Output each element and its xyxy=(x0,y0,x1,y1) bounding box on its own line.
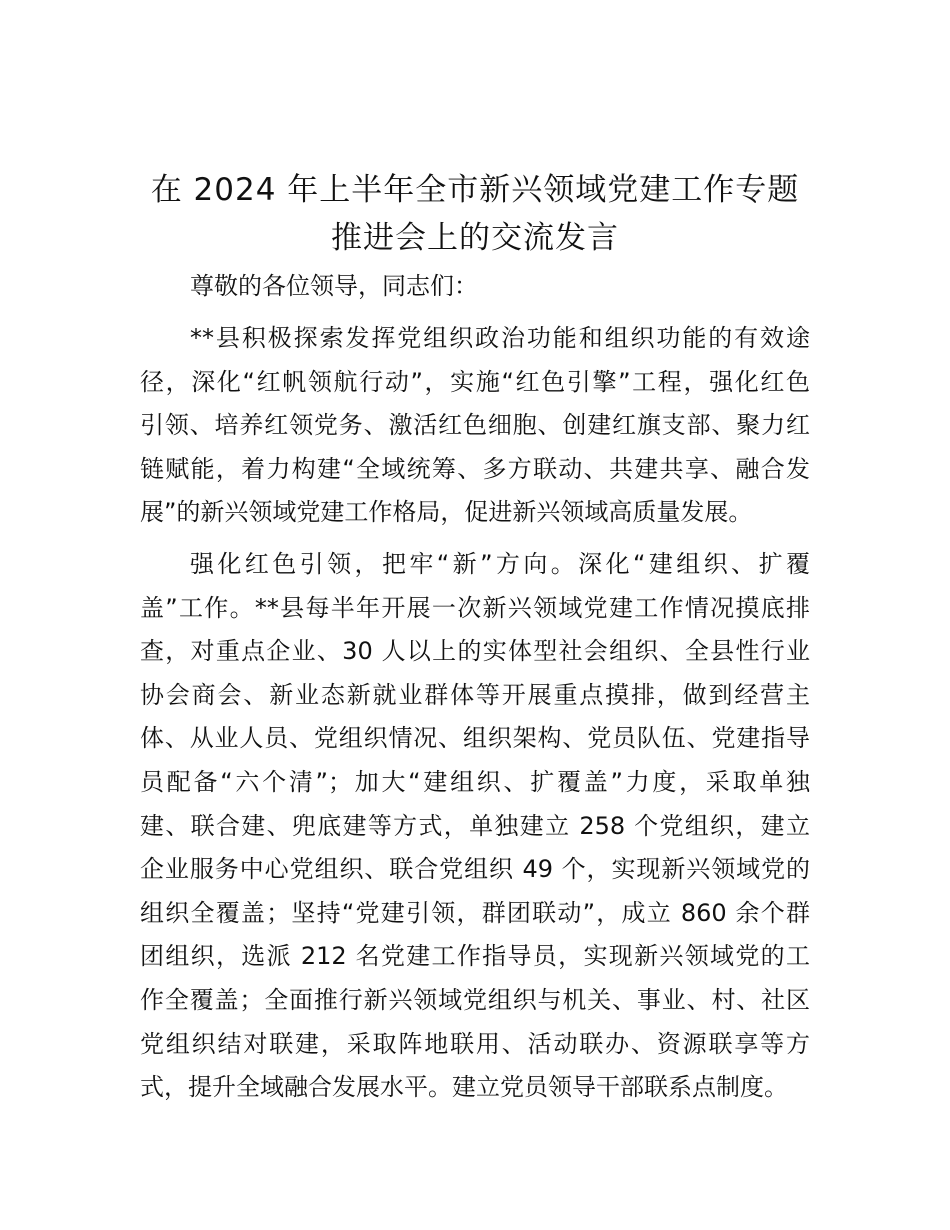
paragraph-2-line: 协会商会、新业态新就业群体等开展重点摸排，做到经营主 xyxy=(140,680,810,709)
paragraph-2-line: 式，提升全域融合发展水平。建立党员领导干部联系点制度。 xyxy=(140,1073,788,1102)
paragraph-2-line: 建、联合建、兜底建等方式，单独建立 258 个党组织，建立 xyxy=(140,811,810,840)
paragraph-1-line: 径，深化“红帆领航行动”，实施“红色引擎”工程，强化红色 xyxy=(140,367,810,396)
title-line-2: 推进会上的交流发言 xyxy=(331,220,619,256)
paragraph-2-line: 团组织，选派 212 名党建工作指导员，实现新兴领域党的工 xyxy=(140,942,810,971)
paragraph-1 xyxy=(140,317,810,535)
paragraph-2-line: 作全覆盖；全面推行新兴领域党组织与机关、事业、村、社区 xyxy=(140,985,810,1014)
salutation: 尊敬的各位领导，同志们： xyxy=(190,272,478,300)
paragraph-1-line: 引领、培养红领党务、激活红色细胞、创建红旗支部、聚力红 xyxy=(140,411,810,440)
paragraph-2-line: 强化红色引领，把牢“新”方向。深化“建组织、扩覆 xyxy=(190,550,810,578)
paragraph-2 xyxy=(140,543,810,1110)
paragraph-1-line: 链赋能，着力构建“全域统筹、多方联动、共建共享、融合发 xyxy=(140,454,810,483)
paragraph-1-line: **县积极探索发挥党组织政治功能和组织功能的有效途 xyxy=(190,324,810,352)
document-title xyxy=(100,166,850,262)
paragraph-2-line: 体、从业人员、党组织情况、组织架构、党员队伍、党建指导 xyxy=(140,724,810,753)
paragraph-2-line: 盖”工作。**县每半年开展一次新兴领域党建工作情况摸底排 xyxy=(140,593,810,622)
title-line-1: 在 2024 年上半年全市新兴领域党建工作专题 xyxy=(150,172,800,208)
paragraph-2-line: 员配备“六个清”；加大“建组织、扩覆盖”力度，采取单独 xyxy=(140,767,810,796)
paragraph-2-line: 查，对重点企业、30 人以上的实体型社会组织、全县性行业 xyxy=(140,637,810,666)
paragraph-2-line: 党组织结对联建，采取阵地联用、活动联办、资源联享等方 xyxy=(140,1029,810,1058)
paragraph-2-line: 组织全覆盖；坚持“党建引领，群团联动”，成立 860 余个群 xyxy=(140,898,810,927)
paragraph-1-line: 展”的新兴领域党建工作格局，促进新兴领域高质量发展。 xyxy=(140,498,753,527)
paragraph-2-line: 企业服务中心党组织、联合党组织 49 个，实现新兴领域党的 xyxy=(140,855,810,884)
